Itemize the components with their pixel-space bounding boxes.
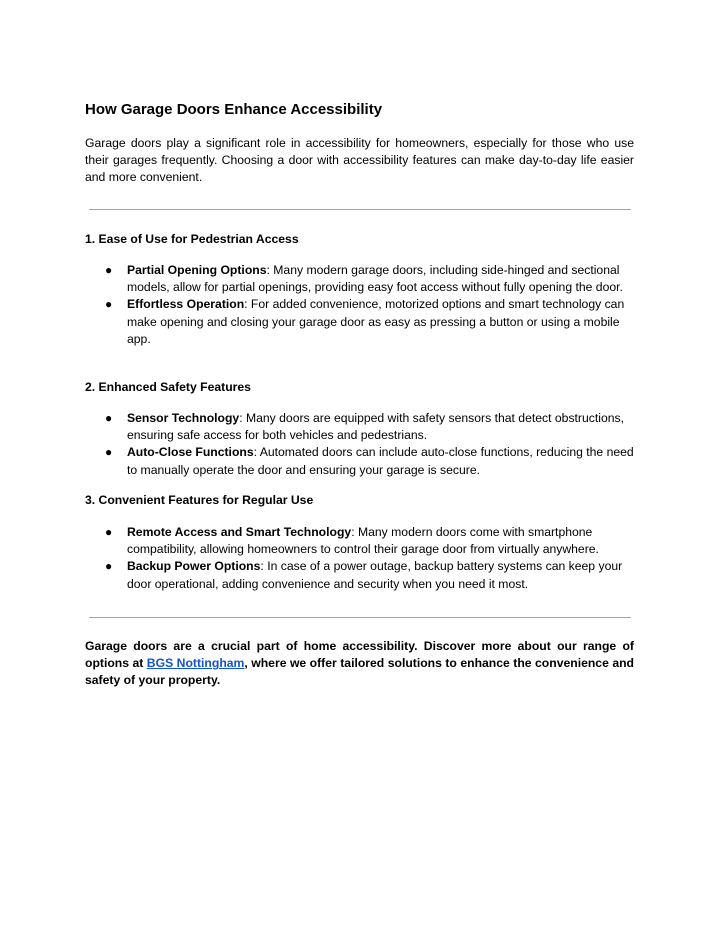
bullet-icon: ● — [105, 263, 113, 277]
list-item — [85, 262, 634, 296]
bullet-list-safety — [85, 410, 634, 479]
bullet-list-convenient-features — [85, 524, 634, 593]
list-item-term: Partial Opening Options — [127, 263, 267, 277]
list-item — [85, 410, 634, 444]
list-item-text: : Many doors are equipped with safety sensors that detect obstructions, ensuring safe access for both vehicles and pedestrians. — [127, 411, 624, 443]
list-item-text: : For added convenience, motorized options and smart technology can make opening and closing your garage door as easy as pressing a button or using a mobile app. — [127, 297, 625, 346]
list-item — [85, 444, 634, 478]
closing-text-after: , where we offer tailored solutions to enhance the convenience and safety of your property. — [85, 656, 634, 688]
bullet-icon: ● — [105, 559, 113, 574]
list-item-text: : Many modern doors come with smartphone compatibility, allowing homeowners to control their garage door from virtually anywhere. — [127, 525, 599, 557]
horizontal-divider — [89, 617, 631, 618]
list-item-term: Sensor Technology — [127, 411, 240, 425]
list-item-term: Backup Power Options — [127, 559, 261, 574]
list-item-term: Effortless Operation — [127, 297, 245, 312]
list-item-text: : Many modern garage doors, including side-hinged and sectional models, allow for partial openings, providing easy foot access without fully opening the door. — [127, 263, 623, 295]
list-item — [85, 296, 634, 348]
bullet-icon: ● — [105, 297, 113, 312]
list-item-term: Auto-Close Functions — [127, 445, 254, 460]
horizontal-divider — [89, 209, 631, 210]
section-heading-safety: 2. Enhanced Safety Features — [85, 380, 251, 394]
closing-paragraph — [85, 638, 634, 690]
list-item — [85, 558, 634, 592]
list-item — [85, 524, 634, 558]
bullet-list-ease-of-use — [85, 262, 634, 348]
page-title: How Garage Doors Enhance Accessibility — [85, 101, 383, 118]
list-item-text: : Automated doors can include auto-close functions, reducing the need to manually operate the door and ensuring your garage is secure. — [127, 445, 634, 477]
closing-text-before: Garage doors are a crucial part of home accessibility. Discover more about our range of options at — [85, 639, 634, 671]
bullet-icon: ● — [105, 411, 113, 425]
bullet-icon: ● — [105, 445, 113, 460]
list-item-text: : In case of a power outage, backup battery systems can keep your door operational, adding convenience and security when you need it most. — [127, 559, 623, 591]
bgs-nottingham-link[interactable]: BGS Nottingham — [146, 656, 245, 671]
list-item-term: Remote Access and Smart Technology — [127, 525, 352, 539]
section-heading-ease-of-use: 1. Ease of Use for Pedestrian Access — [85, 232, 299, 246]
intro-paragraph: Garage doors play a significant role in accessibility for homeowners, especially for those who use their garages frequently. Choosing a door with accessibility features can make day-to-day life easier and more convenient. — [85, 136, 634, 185]
section-heading-convenient-features: 3. Convenient Features for Regular Use — [85, 493, 314, 507]
bullet-icon: ● — [105, 525, 113, 539]
